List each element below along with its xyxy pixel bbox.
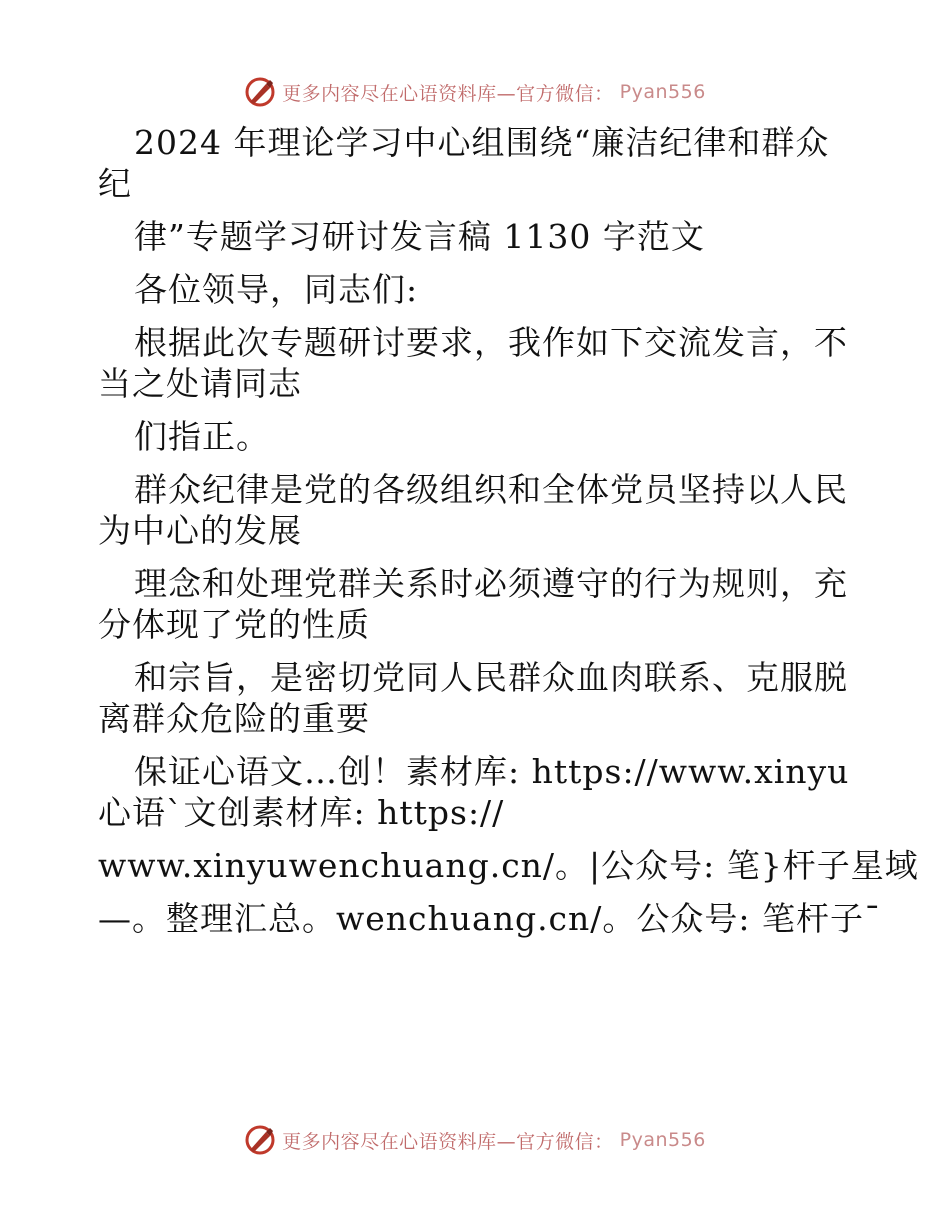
doc-paragraph-line: 根据此次专题研讨要求，我作如下交流发言，不 bbox=[134, 323, 848, 362]
doc-paragraph-line: 理念和处理党群关系时必须遵守的行为规则，充 bbox=[134, 564, 848, 603]
doc-paragraph-line: 们指正。 bbox=[134, 417, 270, 456]
document-body bbox=[98, 122, 919, 939]
doc-paragraph-line: 离群众危险的重要 bbox=[98, 699, 370, 738]
doc-title-line-2: 纪 bbox=[98, 164, 132, 203]
pen-logo-icon bbox=[244, 76, 276, 108]
banner-wechat-id: Pyan556 bbox=[619, 81, 706, 103]
doc-title-line-3: 律”专题学习研讨发言稿 1130 字范文 bbox=[134, 217, 705, 256]
doc-salutation: 各位领导，同志们: bbox=[134, 270, 419, 309]
doc-watermark-line: —。整理汇总。wenchuang.cn/。公众号: 笔杆子¯ bbox=[98, 899, 882, 938]
doc-paragraph-line: 分体现了党的性质 bbox=[98, 605, 370, 644]
pen-logo-icon bbox=[244, 1124, 276, 1156]
doc-watermark-line: www.xinyuwenchuang.cn/。|公众号: 笔}杆子星域 bbox=[98, 846, 919, 885]
doc-watermark-line: 心语`文创素材库: https:// bbox=[98, 793, 505, 832]
footer-banner bbox=[0, 1120, 950, 1160]
doc-paragraph-line: 为中心的发展 bbox=[98, 511, 302, 550]
doc-paragraph-line: 当之处请同志 bbox=[98, 364, 302, 403]
doc-watermark-line: 保证心语文…创！素材库: https://www.xinyu bbox=[134, 752, 850, 791]
doc-paragraph-line: 群众纪律是党的各级组织和全体党员坚持以人民 bbox=[134, 470, 848, 509]
banner-wechat-id: Pyan556 bbox=[619, 1129, 706, 1151]
banner-text: 更多内容尽在心语资料库—官方微信： bbox=[282, 1130, 614, 1153]
doc-paragraph-line: 和宗旨，是密切党同人民群众血肉联系、克服脱 bbox=[134, 658, 848, 697]
header-banner bbox=[0, 72, 950, 112]
doc-title-line-1: 2024 年理论学习中心组围绕“廉洁纪律和群众 bbox=[134, 123, 830, 162]
banner-text: 更多内容尽在心语资料库—官方微信： bbox=[282, 82, 614, 105]
